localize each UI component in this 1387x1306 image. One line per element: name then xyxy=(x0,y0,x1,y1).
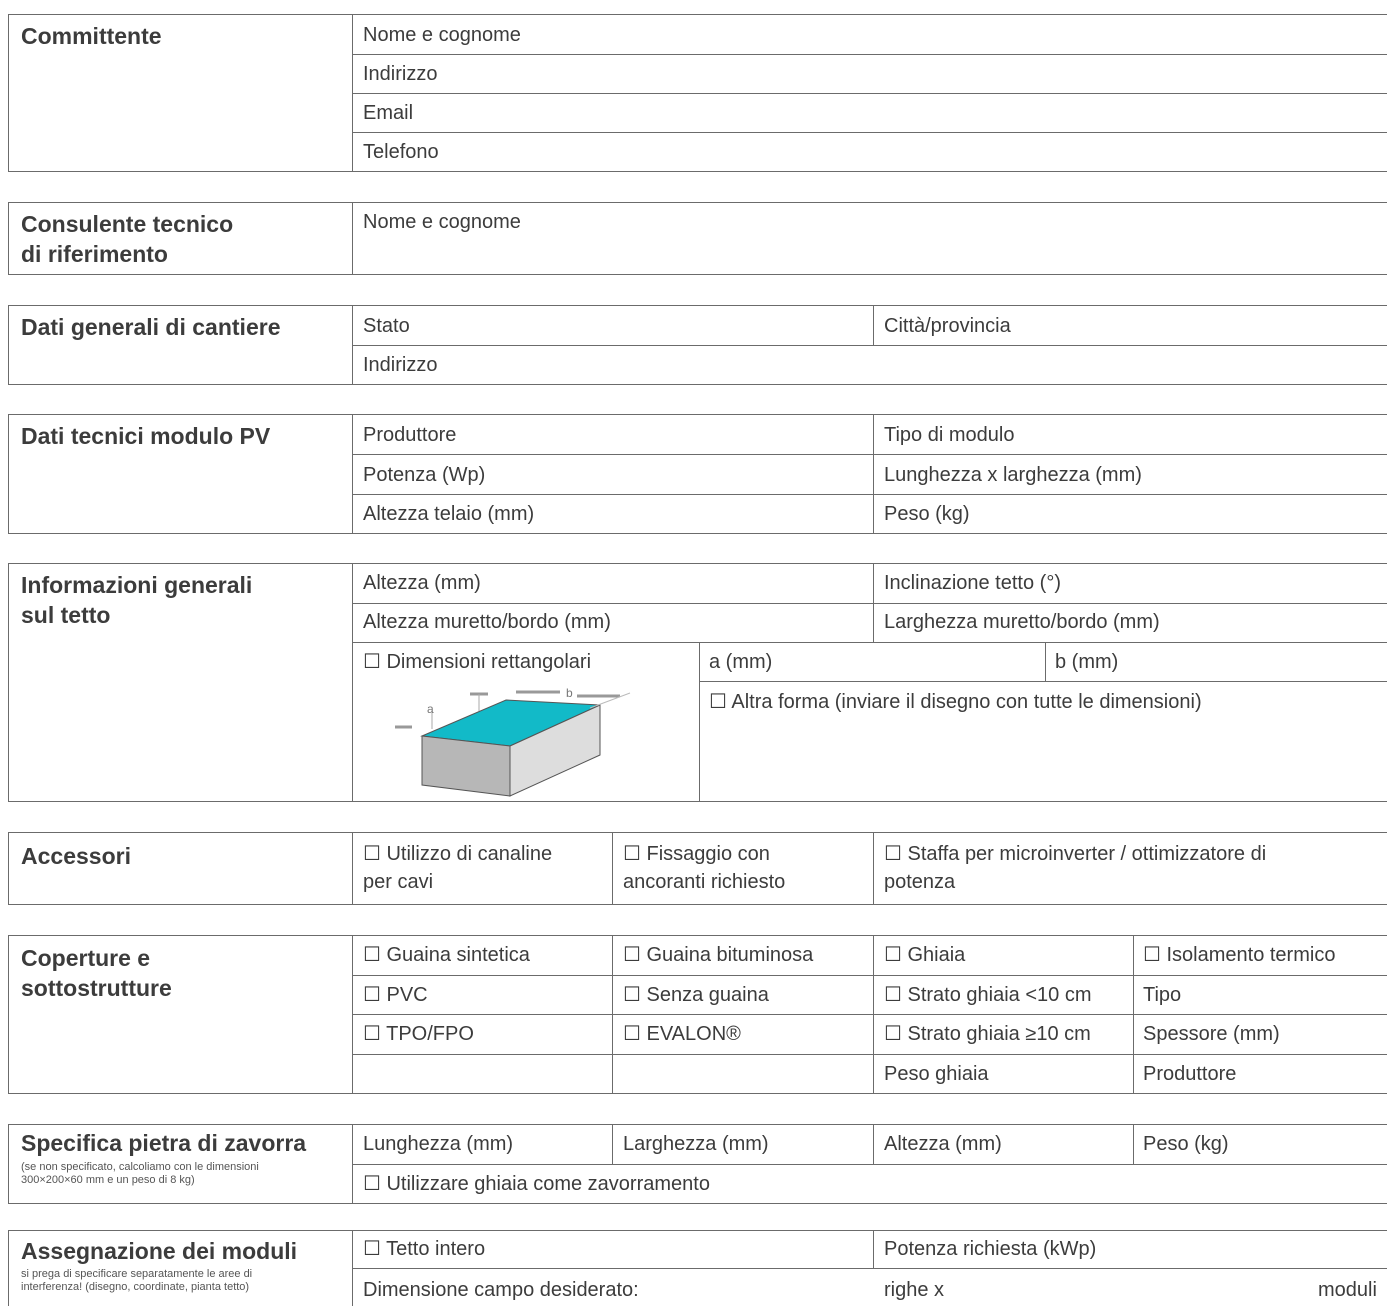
canaline-text-line1: ☐ Utilizzo di canaline xyxy=(363,843,553,865)
coperture-label-line1: Coperture e xyxy=(21,945,151,971)
moduli-field[interactable]: moduli xyxy=(1318,1279,1377,1301)
zavorra-altezza-field[interactable]: Altezza (mm) xyxy=(884,1133,1002,1155)
zavorra-lunghezza-field[interactable]: Lunghezza (mm) xyxy=(363,1133,514,1155)
assegnazione-label: Assegnazione dei moduli xyxy=(21,1238,298,1264)
committente-telefono-field[interactable]: Telefono xyxy=(363,141,439,163)
ghiaia-zavorramento-checkbox[interactable]: ☐ Utilizzare ghiaia come zavorramento xyxy=(363,1173,710,1195)
assegnazione-note-line1: si prega di specificare separatamente le aree di xyxy=(21,1268,253,1280)
zavorra-note-line2: 300×200×60 mm e un peso di 8 kg) xyxy=(21,1174,195,1186)
zavorra-peso-field[interactable]: Peso (kg) xyxy=(1143,1133,1229,1155)
tetto-larghezza-muretto-field[interactable]: Larghezza muretto/bordo (mm) xyxy=(884,611,1160,633)
isolamento-spessore-field[interactable]: Spessore (mm) xyxy=(1143,1023,1280,1045)
committente-indirizzo-field[interactable]: Indirizzo xyxy=(363,63,438,85)
peso-ghiaia-field[interactable]: Peso ghiaia xyxy=(884,1063,989,1085)
tetto-b-field[interactable]: b (mm) xyxy=(1055,651,1119,673)
tetto-altra-forma-checkbox[interactable]: ☐ Altra forma (inviare il disegno con tutte le dimensioni) xyxy=(709,691,1202,713)
modulo-peso-field[interactable]: Peso (kg) xyxy=(884,503,970,525)
isolamento-tipo-field[interactable]: Tipo xyxy=(1143,984,1182,1006)
coperture-label-line2: sottostrutture xyxy=(21,975,172,1001)
modulo-potenza-field[interactable]: Potenza (Wp) xyxy=(363,464,486,486)
modulo-pv-label: Dati tecnici modulo PV xyxy=(21,423,271,449)
isolamento-produttore-field[interactable]: Produttore xyxy=(1143,1063,1237,1085)
accessori-label: Accessori xyxy=(21,843,131,869)
staffa-text-line1: ☐ Staffa per microinverter / ottimizzatore di xyxy=(884,843,1267,865)
dimension-b-label: b xyxy=(566,686,573,700)
tetto-a-field[interactable]: a (mm) xyxy=(709,651,773,673)
cantiere-citta-field[interactable]: Città/provincia xyxy=(884,315,1011,337)
zavorra-label: Specifica pietra di zavorra xyxy=(21,1130,307,1156)
tetto-label-line1: Informazioni generali xyxy=(21,572,253,598)
pvc-checkbox[interactable]: ☐ PVC xyxy=(363,984,428,1006)
committente-nome-field[interactable]: Nome e cognome xyxy=(363,24,521,46)
modulo-altezza-telaio-field[interactable]: Altezza telaio (mm) xyxy=(363,503,535,525)
guaina-sintetica-checkbox[interactable]: ☐ Guaina sintetica xyxy=(363,944,530,966)
tetto-rettangolari-checkbox[interactable]: ☐ Dimensioni rettangolari xyxy=(363,651,592,673)
consulente-label-line1: Consulente tecnico xyxy=(21,211,234,237)
ghiaia-checkbox[interactable]: ☐ Ghiaia xyxy=(884,944,966,966)
modulo-produttore-field[interactable]: Produttore xyxy=(363,424,457,446)
committente-email-field[interactable]: Email xyxy=(363,102,414,124)
strato-ghiaia-gte10-checkbox[interactable]: ☐ Strato ghiaia ≥10 cm xyxy=(884,1023,1091,1045)
consulente-label-line2: di riferimento xyxy=(21,241,168,267)
roof-diagram xyxy=(390,683,640,798)
potenza-richiesta-field[interactable]: Potenza richiesta (kWp) xyxy=(884,1238,1097,1260)
tetto-inclinazione-field[interactable]: Inclinazione tetto (°) xyxy=(884,572,1061,594)
cantiere-stato-field[interactable]: Stato xyxy=(363,315,410,337)
fissaggio-text-line2: ancoranti richiesto xyxy=(623,871,786,893)
strato-ghiaia-lt10-checkbox[interactable]: ☐ Strato ghiaia <10 cm xyxy=(884,984,1092,1006)
tetto-altezza-field[interactable]: Altezza (mm) xyxy=(363,572,481,594)
canaline-text-line2: per cavi xyxy=(363,871,434,893)
tetto-label-line2: sul tetto xyxy=(21,602,111,628)
modulo-tipo-field[interactable]: Tipo di modulo xyxy=(884,424,1015,446)
evalon-checkbox[interactable]: ☐ EVALON® xyxy=(623,1023,741,1045)
committente-label: Committente xyxy=(21,23,162,49)
tpo-fpo-checkbox[interactable]: ☐ TPO/FPO xyxy=(363,1023,474,1045)
cantiere-indirizzo-field[interactable]: Indirizzo xyxy=(363,354,438,376)
consulente-nome-field[interactable]: Nome e cognome xyxy=(363,211,521,233)
zavorra-note-line1: (se non specificato, calcoliamo con le dimensioni xyxy=(21,1161,259,1173)
campo-desiderato-label: Dimensione campo desiderato: xyxy=(363,1279,639,1301)
tetto-altezza-muretto-field[interactable]: Altezza muretto/bordo (mm) xyxy=(363,611,611,633)
guaina-bituminosa-checkbox[interactable]: ☐ Guaina bituminosa xyxy=(623,944,814,966)
tetto-intero-checkbox[interactable]: ☐ Tetto intero xyxy=(363,1238,486,1260)
righe-field[interactable]: righe x xyxy=(884,1279,945,1301)
fissaggio-text-line1: ☐ Fissaggio con xyxy=(623,843,770,865)
staffa-text-line2: potenza xyxy=(884,871,956,893)
dimension-a-label: a xyxy=(427,702,434,716)
isolamento-termico-checkbox[interactable]: ☐ Isolamento termico xyxy=(1143,944,1336,966)
senza-guaina-checkbox[interactable]: ☐ Senza guaina xyxy=(623,984,769,1006)
modulo-dimensioni-field[interactable]: Lunghezza x larghezza (mm) xyxy=(884,464,1142,486)
zavorra-larghezza-field[interactable]: Larghezza (mm) xyxy=(623,1133,769,1155)
roof-front-face xyxy=(422,736,510,796)
cantiere-label: Dati generali di cantiere xyxy=(21,314,281,340)
assegnazione-note-line2: interferenza! (disegno, coordinate, pianta tetto) xyxy=(21,1281,250,1293)
